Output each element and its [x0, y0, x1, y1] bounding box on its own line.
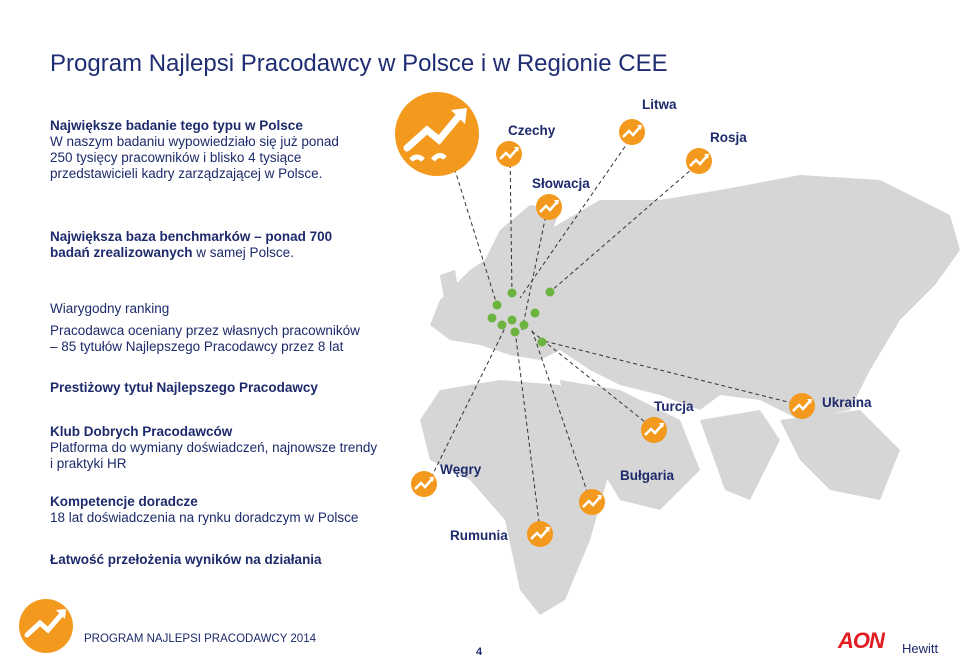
block-line: Pracodawca oceniany przez własnych pracowników	[50, 323, 360, 338]
dot-tr	[538, 338, 547, 347]
block-largest-survey	[50, 118, 339, 182]
country-label-turcja: Turcja	[654, 399, 694, 414]
block-line: 250 tysięcy pracowników i blisko 4 tysiące	[50, 150, 302, 165]
trend-icon	[495, 140, 523, 168]
block-line: Platforma do wymiany doświadczeń, najnowsze trendy	[50, 440, 378, 455]
page-number: 4	[476, 646, 483, 658]
block-line: – 85 tytułów Najlepszego Pracodawcy przez 8 lat	[50, 339, 344, 354]
country-label-wegry: Węgry	[440, 462, 482, 477]
dot-sk	[508, 316, 517, 325]
block-ranking	[50, 301, 360, 355]
country-label-litwa: Litwa	[642, 97, 677, 112]
country-label-slowacja: Słowacja	[532, 176, 590, 191]
brand-logo-aon: AON	[838, 628, 884, 653]
country-label-czechy: Czechy	[508, 123, 556, 138]
dot-bg	[511, 328, 520, 337]
dot-cz	[493, 301, 502, 310]
block-actionability	[50, 552, 322, 568]
block-line: i praktyki HR	[50, 456, 127, 471]
country-label-rosja: Rosja	[710, 130, 747, 145]
block-heading: Wiarygodny ranking	[50, 301, 170, 316]
dot-ru	[546, 288, 555, 297]
trend-icon	[535, 193, 563, 221]
block-heading: Łatwość przełożenia wyników na działania	[50, 552, 322, 567]
landmass-india	[700, 410, 780, 500]
block-line: w samej Polsce.	[192, 245, 294, 260]
block-club	[50, 424, 377, 472]
block-heading: Klub Dobrych Pracodawców	[50, 424, 233, 439]
block-line: W naszym badaniu wypowiedziało się już ponad	[50, 134, 339, 149]
block-heading: Prestiżowy tytuł Najlepszego Pracodawcy	[50, 380, 318, 395]
trend-icon	[578, 488, 606, 516]
block-line: 18 lat doświadczenia na rynku doradczym w Polsce	[50, 510, 359, 525]
country-label-rumunia: Rumunia	[450, 528, 508, 543]
block-prestige	[50, 380, 318, 396]
dot-ro	[520, 321, 529, 330]
page-title: Program Najlepsi Pracodawcy w Polsce i w Regionie CEE	[50, 50, 668, 77]
dot-pl	[488, 314, 497, 323]
block-heading: Największa baza benchmarków – ponad 700	[50, 229, 333, 244]
block-heading: Największe badanie tego typu w Polsce	[50, 118, 303, 133]
dot-ua	[531, 309, 540, 318]
brand-logo-hewitt: Hewitt	[902, 641, 939, 656]
trend-icon	[788, 392, 816, 420]
trend-icon	[640, 416, 668, 444]
dot-lt	[508, 289, 517, 298]
trend-icon	[685, 147, 713, 175]
block-line-bold: badań zrealizowanych	[50, 245, 193, 260]
trend-icon	[410, 470, 438, 498]
trend-icon	[618, 118, 646, 146]
block-heading: Kompetencje doradcze	[50, 494, 198, 509]
dot-hu	[498, 321, 507, 330]
program-logo-icon	[393, 90, 481, 178]
landmass-se-asia	[780, 410, 900, 500]
block-line: przedstawicieli kadry zarządzającej w Polsce.	[50, 166, 323, 181]
block-benchmarks	[50, 229, 332, 261]
country-label-ukraina: Ukraina	[822, 395, 872, 410]
trend-icon	[526, 520, 554, 548]
block-competence	[50, 494, 358, 526]
country-label-bulgaria: Bułgaria	[620, 468, 675, 483]
footer-program-name: PROGRAM NAJLEPSI PRACODAWCY 2014	[84, 633, 316, 645]
footer-logo-icon	[18, 598, 74, 654]
